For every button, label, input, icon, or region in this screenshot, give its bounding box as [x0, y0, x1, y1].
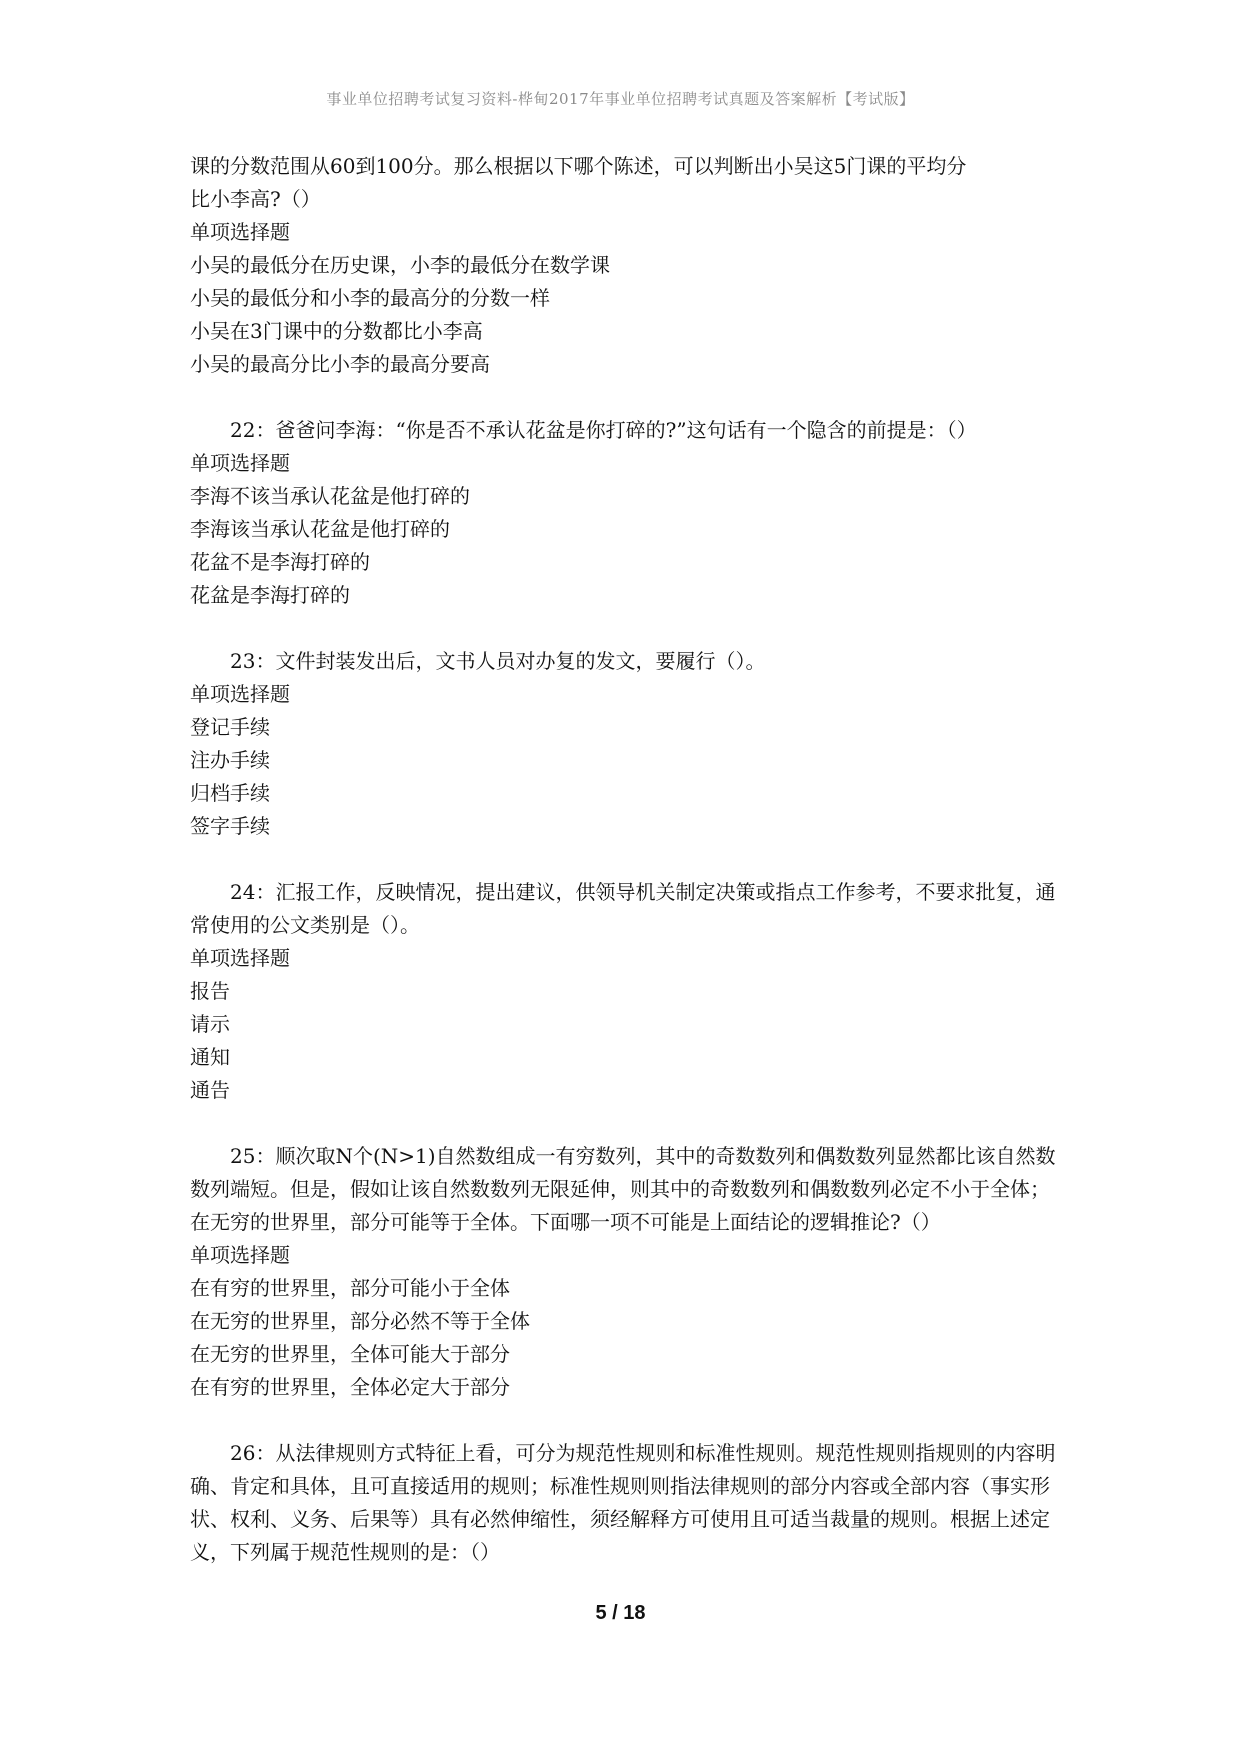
- option: 通知: [190, 1045, 230, 1069]
- question-text: 23：文件封装发出后，文书人员对办复的发文，要履行（）。: [230, 649, 766, 673]
- document-body: [190, 150, 1060, 1602]
- option: 在无穷的世界里，部分必然不等于全体: [190, 1309, 530, 1333]
- option: 李海不该当承认花盆是他打碎的: [190, 484, 470, 508]
- option: 报告: [190, 979, 230, 1003]
- option: 花盆是李海打碎的: [190, 583, 350, 607]
- question-23: [190, 645, 1060, 843]
- question-type: 单项选择题: [190, 220, 290, 244]
- option: 在无穷的世界里，全体可能大于部分: [190, 1342, 510, 1366]
- option: 请示: [190, 1012, 230, 1036]
- question-text: 课的分数范围从60到100分。那么根据以下哪个陈述，可以判断出小吴这5门课的平均分: [190, 154, 967, 178]
- option: 小吴的最低分在历史课，小李的最低分在数学课: [190, 253, 610, 277]
- question-text: 24：汇报工作，反映情况，提出建议，供领导机关制定决策或指点工作参考，不要求批复，通常使用的公文类别是（）。: [190, 880, 1056, 937]
- question-type: 单项选择题: [190, 946, 290, 970]
- question-text: 25：顺次取N个(N>1)自然数组成一有穷数列，其中的奇数数列和偶数数列显然都比该自然数数列端短。但是，假如让该自然数数列无限延伸，则其中的奇数数列和偶数数列必定不小于全体；在无穷的世界里，部分可能等于全体。下面哪一项不可能是上面结论的逻辑推论?（）: [190, 1144, 1056, 1234]
- option: 注办手续: [190, 748, 270, 772]
- option: 签字手续: [190, 814, 270, 838]
- question-25: [190, 1140, 1060, 1404]
- option: 小吴的最高分比小李的最高分要高: [190, 352, 490, 376]
- question-type: 单项选择题: [190, 451, 290, 475]
- option: 登记手续: [190, 715, 270, 739]
- question-text: 22：爸爸问李海：“你是否不承认花盆是你打碎的?”这句话有一个隐含的前提是：（）: [230, 418, 977, 442]
- option: 花盆不是李海打碎的: [190, 550, 370, 574]
- option: 通告: [190, 1078, 230, 1102]
- page-header: 事业单位招聘考试复习资料-桦甸2017年事业单位招聘考试真题及答案解析【考试版】: [326, 90, 915, 108]
- option: 在有穷的世界里，全体必定大于部分: [190, 1375, 510, 1399]
- question-text: 比小李高?（）: [190, 187, 321, 211]
- question-type: 单项选择题: [190, 1243, 290, 1267]
- question-26: [190, 1437, 1060, 1569]
- question-text: 26：从法律规则方式特征上看，可分为规范性规则和标准性规则。规范性规则指规则的内容明确、肯定和具体，且可直接适用的规则；标准性规则则指法律规则的部分内容或全部内容（事实形状、权利、义务、后果等）具有必然伸缩性，须经解释方可使用且可适当裁量的规则。根据上述定义，下列属于规范性规则的是：（）: [190, 1441, 1056, 1564]
- option: 小吴的最低分和小李的最高分的分数一样: [190, 286, 550, 310]
- question-type: 单项选择题: [190, 682, 290, 706]
- option: 归档手续: [190, 781, 270, 805]
- question-24: [190, 876, 1060, 1107]
- option: 李海该当承认花盆是他打碎的: [190, 517, 450, 541]
- question-22: [190, 414, 1060, 612]
- option: 小吴在3门课中的分数都比小李高: [190, 319, 483, 343]
- question-continuation: [190, 150, 1060, 381]
- option: 在有穷的世界里，部分可能小于全体: [190, 1276, 510, 1300]
- page-number: 5 / 18: [595, 1602, 646, 1624]
